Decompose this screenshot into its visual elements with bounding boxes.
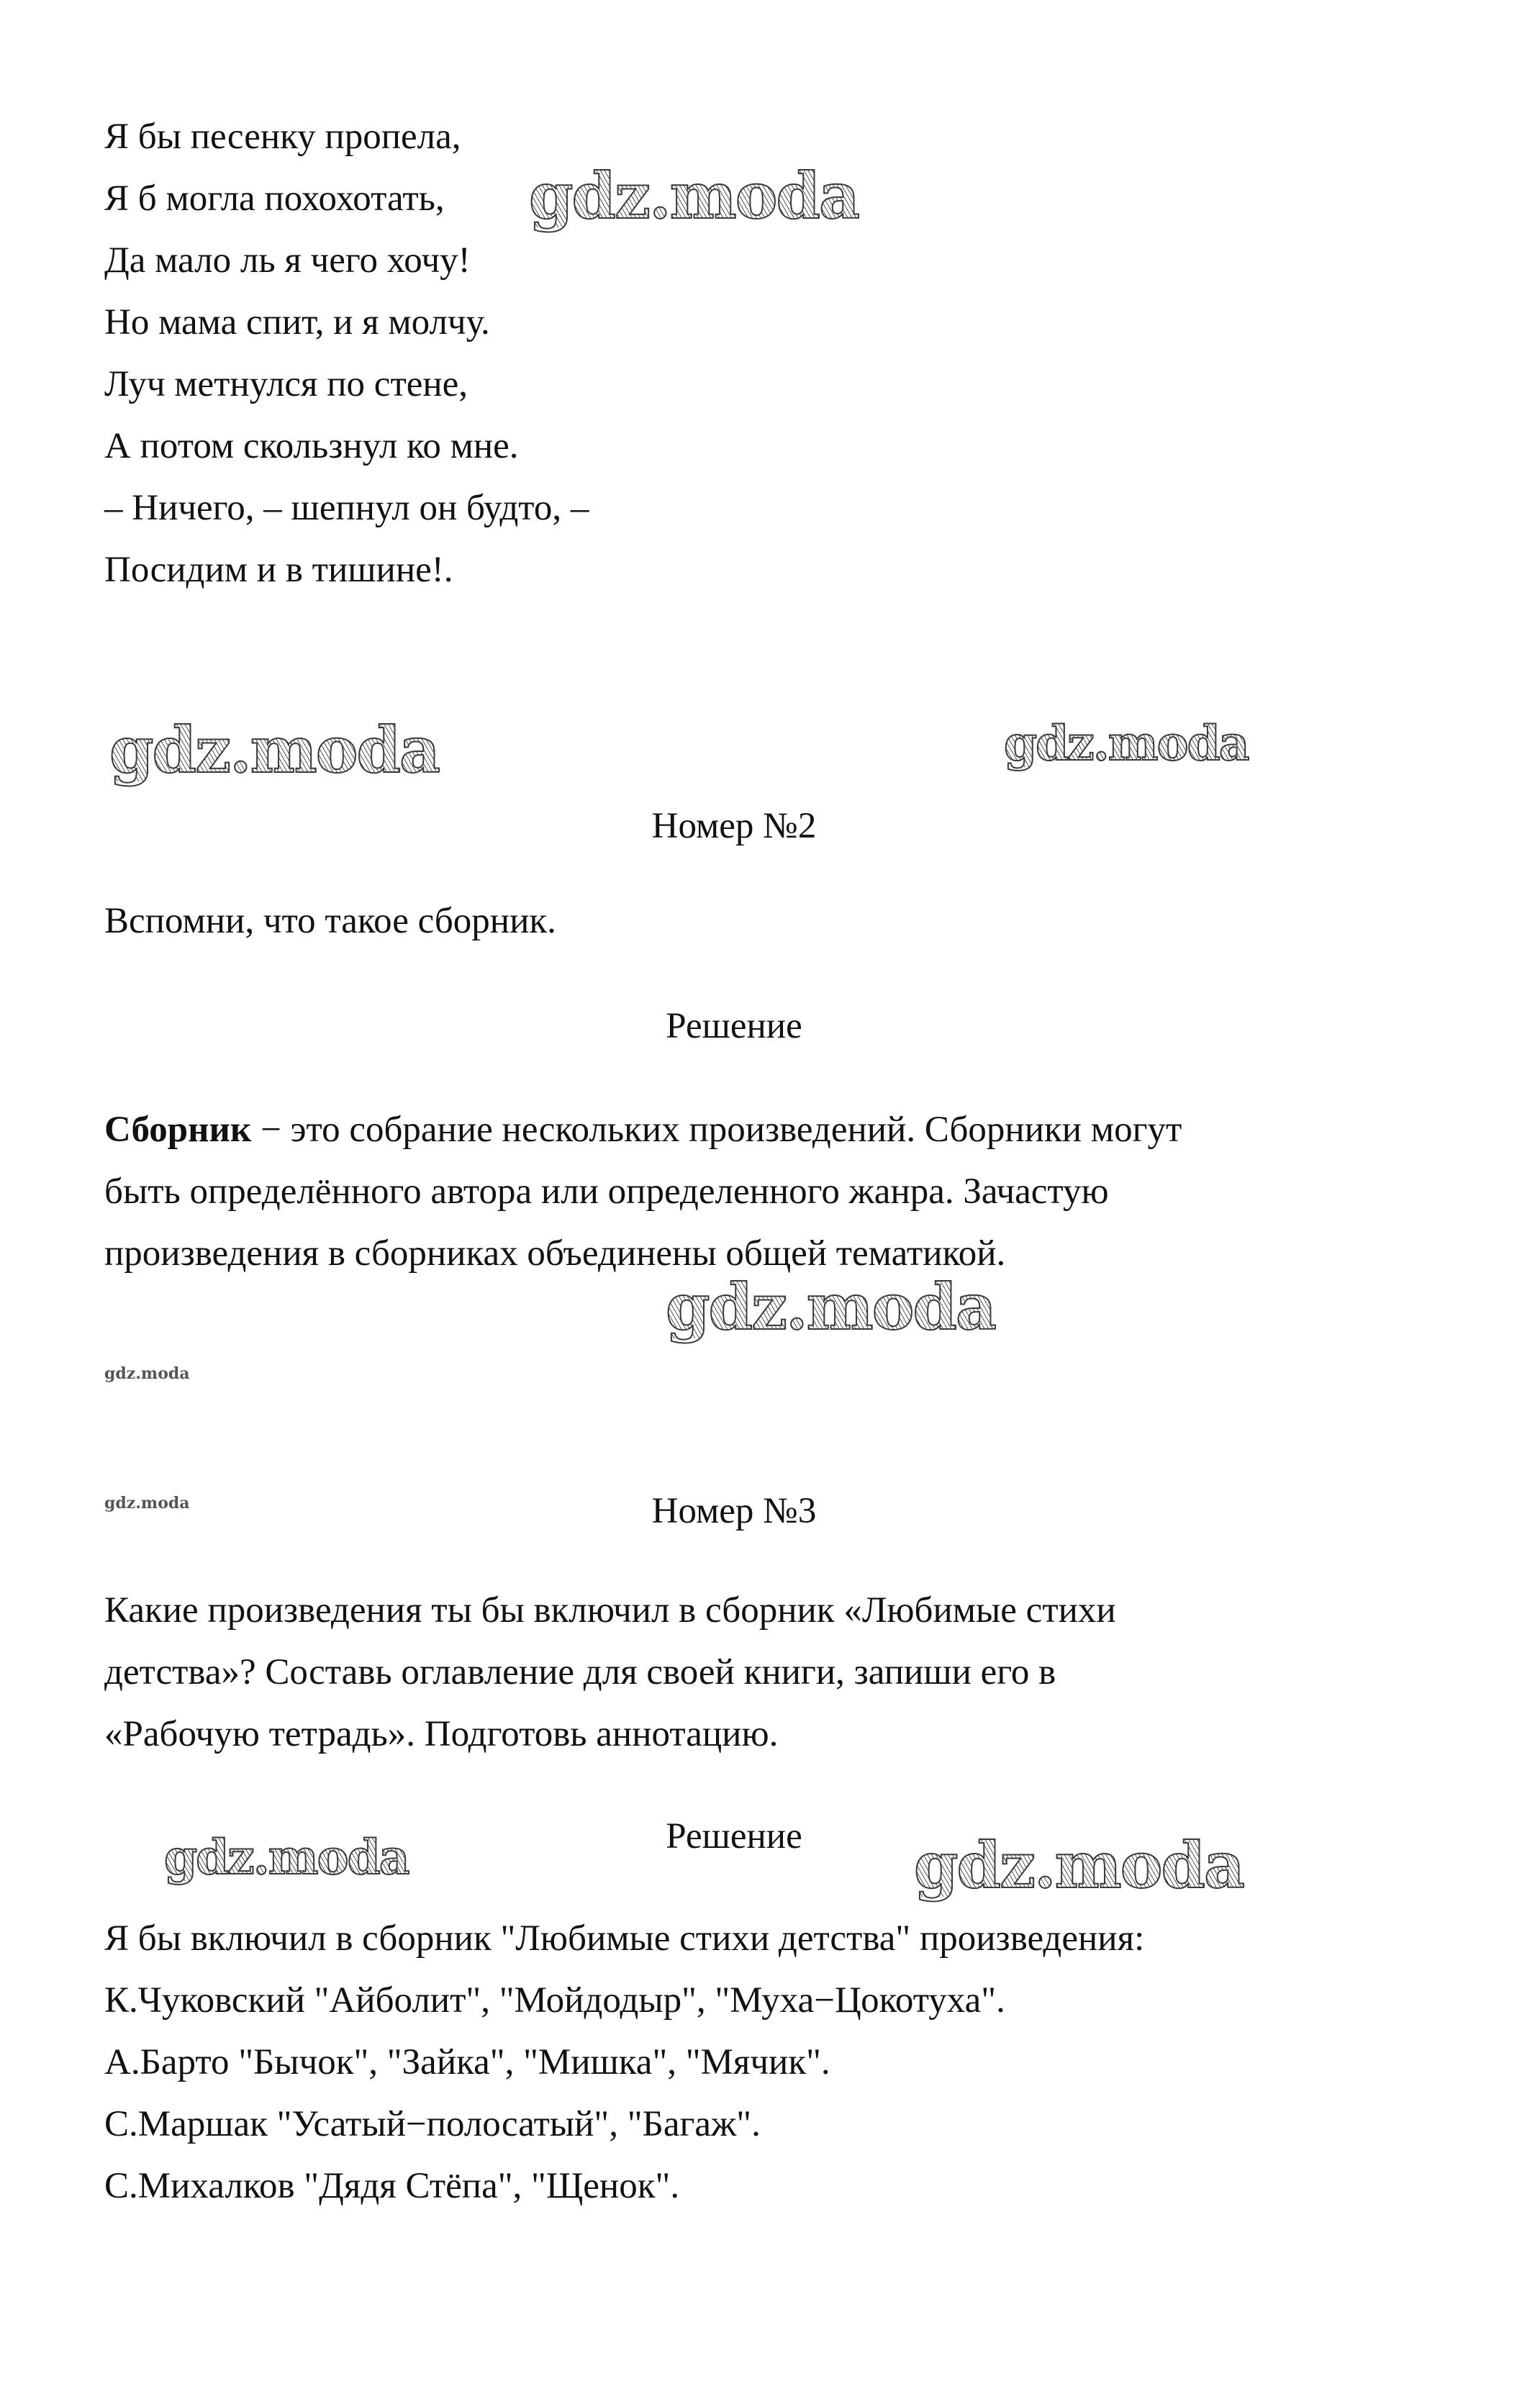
answer-definition: − это собрание нескольких произведений. Сборники могут — [251, 1110, 1182, 1150]
watermark-logo: gdz.moda — [104, 1494, 190, 1513]
poem-line: Я бы песенку пропела, — [104, 117, 461, 157]
poem-line: Я б могла похохотать, — [104, 178, 445, 219]
task3-solution-label: Решение — [666, 1816, 802, 1856]
task3-question-line: «Рабочую тетрадь». Подготовь аннотацию. — [104, 1714, 779, 1754]
task2-heading: Номер №2 — [651, 806, 817, 846]
watermark-logo: gdz.moda — [666, 1269, 996, 1344]
poem-line: Посидим и в тишине!. — [104, 550, 453, 590]
watermark-logo: gdz.moda — [104, 1364, 190, 1383]
task2-answer-line: произведения в сборниках объединены общей тематикой. — [104, 1233, 1006, 1274]
watermark-logo: gdz.moda — [529, 158, 859, 233]
poem-line: – Ничего, – шепнул он будто, – — [104, 488, 589, 528]
task2-question: Вспомни, что такое сборник. — [104, 901, 556, 941]
task2-answer-line: быть определённого автора или определенного жанра. Зачастую — [104, 1171, 1109, 1212]
watermark-logo: gdz.moda — [914, 1828, 1244, 1903]
answer-term: Сборник — [104, 1110, 252, 1150]
task2-solution-label: Решение — [666, 1006, 802, 1046]
poem-line: А потом скользнул ко мне. — [104, 426, 519, 466]
task3-answer-line: С.Маршак "Усатый−полосатый", "Багаж". — [104, 2104, 761, 2144]
poem-line: Луч метнулся по стене, — [104, 364, 468, 404]
poem-line: Но мама спит, и я молчу. — [104, 302, 490, 343]
task3-question-line: детства»? Составь оглавление для своей книги, запиши его в — [104, 1652, 1056, 1692]
watermark-logo: gdz.moda — [109, 712, 440, 787]
watermark-logo: gdz.moda — [1004, 715, 1249, 771]
task3-answer-line: К.Чуковский "Айболит", "Мойдодыр", "Муха−Цокотуха". — [104, 1980, 1005, 2021]
task3-question-line: Какие произведения ты бы включил в сборник «Любимые стихи — [104, 1590, 1116, 1631]
poem-line: Да мало ль я чего хочу! — [104, 240, 471, 281]
task3-answer-line: С.Михалков "Дядя Стёпа", "Щенок". — [104, 2166, 680, 2206]
task3-heading: Номер №3 — [651, 1491, 817, 1531]
task2-answer-line — [104, 1108, 1182, 1151]
task3-answer-line: Я бы включил в сборник "Любимые стихи детства" произведения: — [104, 1918, 1145, 1959]
task3-answer-line: А.Барто "Бычок", "Зайка", "Мишка", "Мячик". — [104, 2042, 830, 2082]
watermark-logo: gdz.moda — [164, 1829, 409, 1885]
